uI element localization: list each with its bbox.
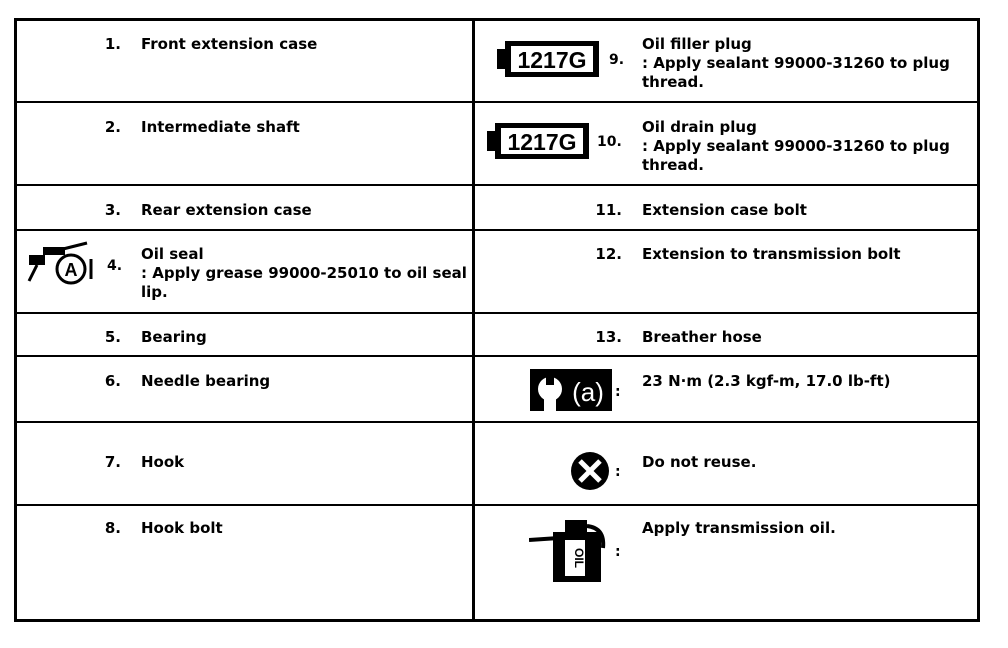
item-note: : Apply grease 99000-25010 to oil seal: [141, 264, 467, 282]
item-note: thread.: [642, 73, 704, 91]
item-label: Breather hose: [642, 328, 762, 346]
item-label: Extension to transmission bolt: [642, 245, 901, 263]
row-divider: [17, 355, 977, 357]
item-label: Hook: [141, 453, 185, 471]
row-divider: [17, 312, 977, 314]
item-number: 10.: [597, 134, 622, 150]
grease-gun-icon: [27, 237, 107, 285]
item-label: Bearing: [141, 328, 207, 346]
item-note: lip.: [141, 283, 168, 301]
item-label: Extension case bolt: [642, 201, 807, 219]
sealant-tube-icon: [497, 37, 609, 79]
torque-spec: 23 N·m (2.3 kgf-m, 17.0 lb-ft): [642, 372, 891, 390]
item-label: Rear extension case: [141, 201, 312, 219]
item-number: 7.: [104, 453, 121, 471]
icon-colon: :: [615, 544, 621, 560]
item-number: 6.: [104, 372, 121, 390]
item-number: 8.: [104, 519, 121, 537]
item-number: 2.: [104, 118, 121, 136]
item-number: 12.: [595, 245, 622, 263]
column-divider: [472, 21, 475, 619]
item-number: 5.: [104, 328, 121, 346]
item-note: : Apply sealant 99000-31260 to plug: [642, 137, 950, 155]
parts-legend-table: [14, 18, 980, 622]
item-note: : Apply sealant 99000-31260 to plug: [642, 54, 950, 72]
row-divider: [17, 101, 977, 103]
icon-colon: :: [615, 384, 621, 400]
item-number: 4.: [107, 258, 123, 274]
item-number: 3.: [104, 201, 121, 219]
row-divider: [17, 421, 977, 423]
sealant-tube-icon: [487, 119, 599, 161]
sealant-label: 1217G: [517, 47, 587, 73]
oil-label: OIL: [572, 548, 586, 568]
item-title: Oil filler plug: [642, 35, 752, 53]
item-note: thread.: [642, 156, 704, 174]
item-label: Hook bolt: [141, 519, 223, 537]
item-label: [642, 35, 950, 92]
item-number: 11.: [595, 201, 622, 219]
item-label: [642, 118, 950, 175]
icon-colon: :: [615, 464, 621, 480]
oil-can-icon: [529, 518, 611, 588]
row-divider: [17, 184, 977, 186]
item-number: 1.: [104, 35, 121, 53]
torque-wrench-icon: [530, 369, 612, 411]
do-not-reuse-icon: [570, 451, 610, 491]
item-label: [141, 245, 467, 302]
item-label: Apply transmission oil.: [642, 519, 836, 537]
grease-label: A: [64, 260, 78, 280]
item-label: Front extension case: [141, 35, 318, 53]
row-divider: [17, 504, 977, 506]
item-number: 9.: [609, 52, 625, 68]
item-number: 13.: [595, 328, 622, 346]
sealant-label: 1217G: [507, 129, 577, 155]
item-title: Oil drain plug: [642, 118, 757, 136]
item-label: Intermediate shaft: [141, 118, 300, 136]
torque-label: (a): [572, 377, 604, 407]
item-label: Needle bearing: [141, 372, 271, 390]
item-label: Do not reuse.: [642, 453, 757, 471]
item-title: Oil seal: [141, 245, 204, 263]
row-divider: [17, 229, 977, 231]
